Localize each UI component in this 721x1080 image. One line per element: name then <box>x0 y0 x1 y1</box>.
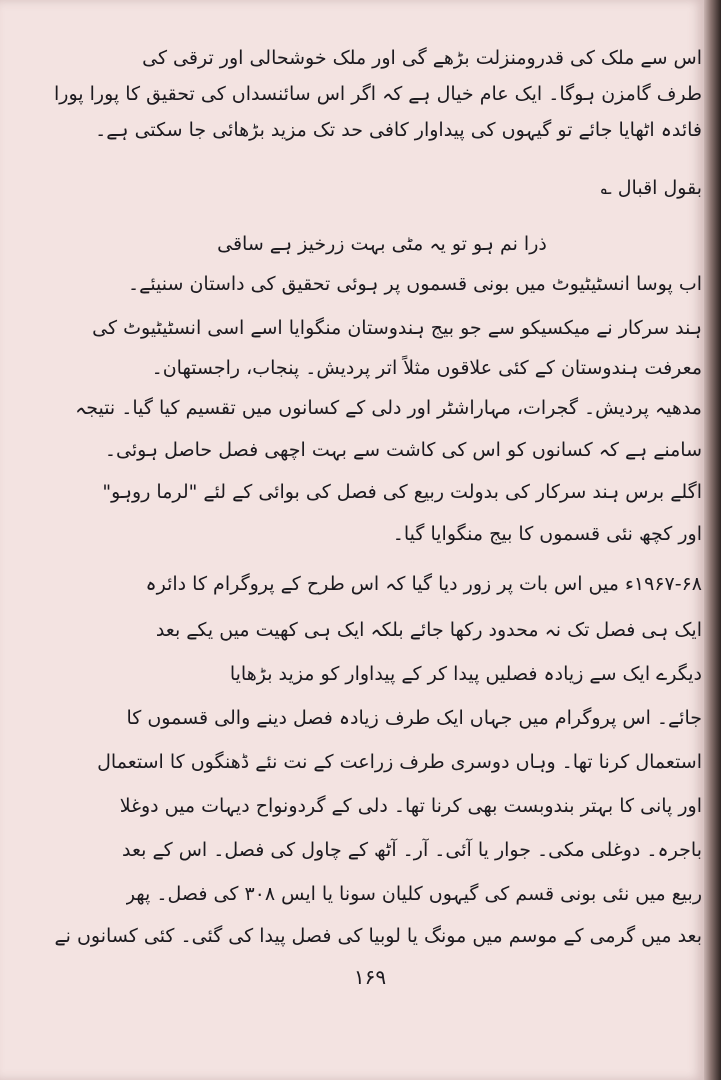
text-line: ایک ہی فصل تک نہ محدود رکھا جائے بلکہ ایک ہی کھیت میں یکے بعد <box>155 619 702 641</box>
text-line: استعمال کرنا تھا۔ وہاں دوسری طرف زراعت کے نت نئے ڈھنگوں کا استعمال <box>97 751 702 773</box>
text-line: ربیع میں نئی بونی قسم کی گیہوں کلیان سونا یا ایس ۳۰۸ کی فصل۔ پھر <box>125 883 702 905</box>
text-line: فائدہ اٹھایا جائے تو گیہوں کی پیداوار کافی حد تک مزید بڑھائی جا سکتی ہے۔ <box>95 119 702 141</box>
text-line: بقول اقبال ؎ <box>600 177 702 199</box>
text-line: اب پوسا انسٹیٹیوٹ میں بونی قسموں پر ہوئی تحقیق کی داستان سنیئے۔ <box>128 273 702 295</box>
verse-line: ذرا نم ہو تو یہ مٹی بہت زرخیز ہے ساقی <box>217 233 547 255</box>
text-line: اور پانی کا بہتر بندوبست بھی کرنا تھا۔ دلی کے گردونواح دیہات میں دوغلا <box>119 795 702 817</box>
text-line: اگلے برس ہند سرکار کی بدولت ربیع کی فصل کی بوائی کے لئے "لرما روہو" <box>102 481 702 503</box>
text-line: ۱۹۶۷-۶۸ء میں اس بات پر زور دیا گیا کہ اس طرح کے پروگرام کا دائرہ <box>145 573 702 595</box>
text-line: جائے۔ اس پروگرام میں جہاں ایک طرف زیادہ فصل دینے والی قسموں کا <box>126 707 702 729</box>
text-line: طرف گامزن ہوگا۔ ایک عام خیال ہے کہ اگر اس سائنسداں کی تحقیق کا پورا پورا <box>54 83 702 105</box>
book-spine-edge <box>704 0 721 1080</box>
text-line: اس سے ملک کی قدرومنزلت بڑھے گی اور ملک خوشحالی اور ترقی کی <box>142 47 702 69</box>
text-line: دیگرے ایک سے زیادہ فصلیں پیدا کر کے پیداوار کو مزید بڑھایا <box>229 663 702 685</box>
text-line: سامنے ہے کہ کسانوں کو اس کی کاشت سے بہت اچھی فصل حاصل ہوئی۔ <box>104 439 702 461</box>
text-line: معرفت ہندوستان کے کئی علاقوں مثلاً اتر پردیش۔ پنجاب، راجستھان۔ <box>151 357 702 379</box>
text-line: مدھیہ پردیش۔ گجرات، مہاراشٹر اور دلی کے کسانوں میں تقسیم کیا گیا۔ نتیجہ <box>75 397 702 419</box>
page-number: ۱۶۹ <box>353 965 387 989</box>
text-line: اور کچھ نئی قسموں کا بیج منگوایا گیا۔ <box>392 523 702 545</box>
text-line: بعد میں گرمی کے موسم میں مونگ یا لوبیا کی فصل پیدا کی گئی۔ کئی کسانوں نے <box>54 925 702 947</box>
text-line: باجرہ۔ دوغلی مکی۔ جوار یا آئی۔ آر۔ آٹھ کے چاول کی فصل۔ اس کے بعد <box>122 839 702 861</box>
text-line: ہند سرکار نے میکسیکو سے جو بیج ہندوستان منگوایا اسے اسی انسٹیٹیوٹ کی <box>92 317 702 339</box>
